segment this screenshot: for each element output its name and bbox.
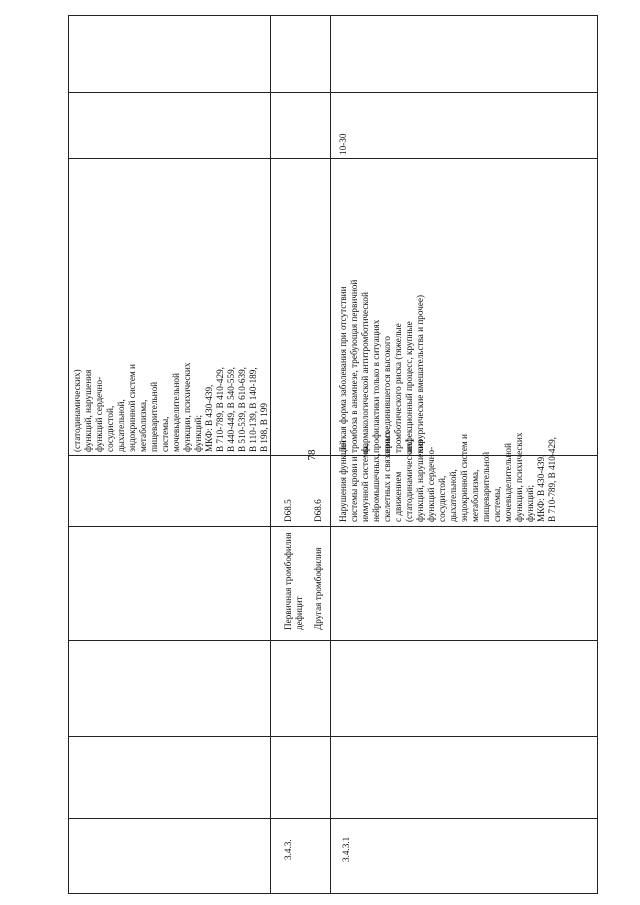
col-divider-top xyxy=(68,15,598,16)
disease-name: Другая тромбофилия xyxy=(313,547,323,630)
col-divider-1 xyxy=(68,92,598,93)
icd-code: D68.6 xyxy=(313,499,323,522)
page-number: 78 xyxy=(306,449,318,461)
row-divider-2 xyxy=(330,15,331,893)
col-divider-2 xyxy=(68,158,598,159)
functions-text: Нарушения функций системы крови и иммунной системы, нейромышечных, скелетных и связанных с движением (статодинамических) функций, нарушения функций сердечно- сосудистой, дыхательной, эндокринной систем и метаболизма, пищеварительной системы, мочевыделительной функции, психических функций; МКФ: В 430-439, В 710-789, В 410-429, xyxy=(338,430,557,522)
row-divider-1 xyxy=(270,15,271,893)
table-border-bottom xyxy=(597,15,598,893)
col-divider-7 xyxy=(68,818,598,819)
functions-text: (статодинамических) функций, нарушения функций сердечно- сосудистой, дыхательной, эндокринной систем и метаболизма, пищеварительной системы, мочевыделительной функции, психических функций; МКФ: В 430-439, В 710-789, В 410-429, В 440-449, В 540-559, В 510-539, В 610-639, В 110-139, В 140-189, В 198, В 199 xyxy=(72,362,269,452)
row-code: 3.4.3. xyxy=(283,839,293,860)
col-divider-bottom xyxy=(68,893,598,894)
table-border-top xyxy=(68,15,69,893)
disease-name: Первичная тромбофилия дефицит xyxy=(283,532,304,630)
col-divider-5 xyxy=(68,640,598,641)
row-code: 3.4.3.1 xyxy=(341,836,351,862)
characteristics-text: Легкая форма заболевания при отсутствии тромбоза в анамнезе, требующая первичной фармакологической антитромботической профилактики только в ситуациях присоединившегося высокого тромботического риска (тяжелые инфекционный процесс, крупные хирургические вмешательства и прочее) xyxy=(338,279,425,453)
col-divider-6 xyxy=(68,736,598,737)
col-divider-4 xyxy=(68,526,598,527)
percent-range: 10-30 xyxy=(338,133,348,155)
icd-code: D68.5 xyxy=(283,499,293,522)
